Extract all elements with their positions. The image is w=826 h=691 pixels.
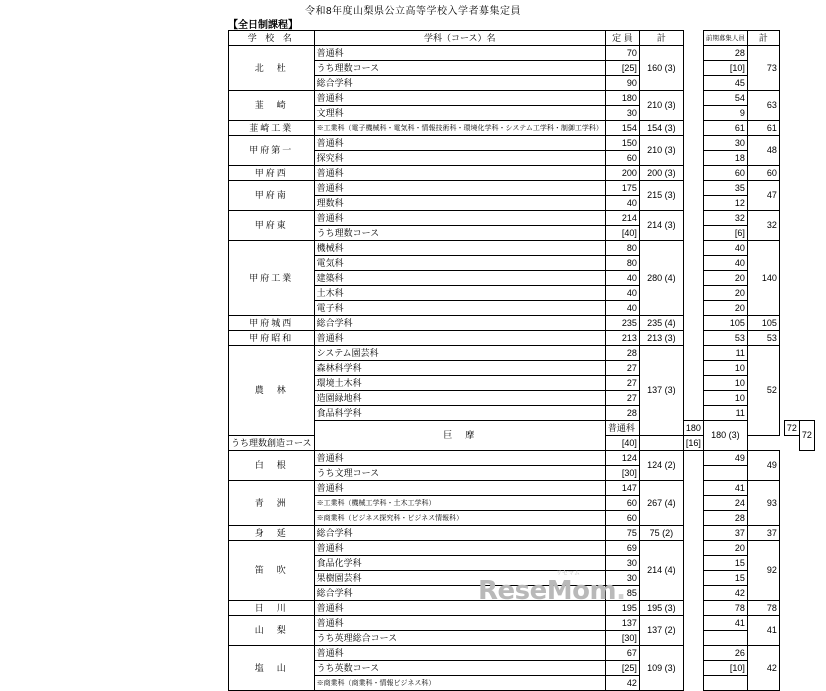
capacity-total-cell: 195 (3) [639,601,683,616]
course-name-cell: 普通科 [314,646,605,661]
early-admission-total-cell: 41 [747,616,779,646]
capacity-cell: 213 [605,331,639,346]
early-admission-total-cell: 72 [799,421,814,451]
capacity-total-cell: 180 (3) [703,421,747,451]
capacity-cell: 27 [605,376,639,391]
capacity-total-cell: 210 (3) [639,91,683,121]
capacity-total-cell: 75 (2) [639,526,683,541]
column-gap [683,166,703,181]
early-admission-cell: [10] [703,661,747,676]
column-gap [683,331,703,346]
capacity-cell: 180 [683,421,703,436]
course-name-cell: システム園芸科 [314,346,605,361]
course-name-cell: 環境土木科 [314,376,605,391]
early-admission-total-cell: 140 [747,241,779,316]
early-admission-cell: 78 [703,601,747,616]
table-row [229,241,815,256]
table-row [229,391,815,406]
capacity-cell: 30 [605,106,639,121]
table-row [229,421,815,436]
course-name-cell: 造園緑地科 [314,391,605,406]
early-admission-total-cell: 32 [747,211,779,241]
table-row [229,316,815,331]
course-name-cell: うち英理総合コース [314,631,605,646]
watermark-logo: ReseMom. [478,576,626,606]
capacity-total-cell: 124 (2) [639,451,683,481]
capacity-cell: 40 [605,271,639,286]
column-gap [683,571,703,586]
early-admission-cell: 32 [703,211,747,226]
capacity-cell: 27 [605,391,639,406]
column-gap [683,406,703,421]
table-row [229,556,815,571]
course-name-cell: 普通科 [314,451,605,466]
column-gap [683,616,703,631]
header-school: 学 校 名 [229,31,315,46]
early-admission-cell: 61 [703,121,747,136]
page-title: 令和8年度山梨県公立高等学校入学者募集定員 [304,6,522,17]
capacity-cell: [25] [605,61,639,76]
early-admission-cell: 45 [703,76,747,91]
column-gap [683,76,703,91]
table-row [229,361,815,376]
course-name-cell: ※商業科（ビジネス探究科・ビジネス情報科） [314,511,605,526]
school-name-cell: 巨 摩 [314,421,605,451]
course-name-cell: 総合学科 [314,316,605,331]
capacity-cell: 85 [605,586,639,601]
capacity-total-cell: 210 (3) [639,136,683,166]
capacity-total-cell: 137 (3) [639,346,683,436]
capacity-cell: 40 [605,301,639,316]
course-name-cell: 電気科 [314,256,605,271]
column-gap [639,436,683,451]
capacity-total-cell: 137 (2) [639,616,683,646]
school-name-cell: 甲府昭和 [229,331,315,346]
header-teiin: 定 員 [605,31,639,46]
table-row [229,676,815,691]
school-name-cell: 甲府西 [229,166,315,181]
capacity-cell: 150 [605,136,639,151]
capacity-cell: 80 [605,241,639,256]
capacity-total-cell: 213 (3) [639,331,683,346]
capacity-cell: 90 [605,76,639,91]
table-row [229,661,815,676]
header-total-2: 計 [747,31,779,46]
early-admission-cell [703,631,747,646]
early-admission-cell: 10 [703,391,747,406]
table-row [229,166,815,181]
capacity-cell: 70 [605,46,639,61]
column-gap [683,46,703,61]
early-admission-cell: 60 [703,166,747,181]
course-name-cell: ※工業科（機械工学科・土木工学科） [314,496,605,511]
column-gap [683,226,703,241]
early-admission-cell: 20 [703,271,747,286]
early-admission-total-cell: 37 [747,526,779,541]
early-admission-cell: [6] [703,226,747,241]
capacity-total-cell: 160 (3) [639,46,683,91]
early-admission-cell: 30 [703,136,747,151]
capacity-cell: 30 [605,571,639,586]
early-admission-cell: 105 [703,316,747,331]
table-row [229,346,815,361]
column-gap [683,91,703,106]
table-row [229,91,815,106]
capacity-total-cell: 214 (4) [639,541,683,601]
course-name-cell: 普通科 [314,46,605,61]
column-gap [683,556,703,571]
course-name-cell: 普通科 [605,421,639,436]
table-row [229,511,815,526]
early-admission-cell: 15 [703,556,747,571]
capacity-total-cell: 267 (4) [639,481,683,526]
capacity-cell: 28 [605,406,639,421]
early-admission-cell: 11 [703,406,747,421]
table-row [229,286,815,301]
capacity-cell: 147 [605,481,639,496]
early-admission-cell: 53 [703,331,747,346]
early-admission-cell [703,676,747,691]
table-row [229,616,815,631]
column-gap [683,496,703,511]
column-gap [683,136,703,151]
column-gap [683,391,703,406]
header-oubo: 前期募集人員 [703,31,747,46]
course-name-cell: 普通科 [314,616,605,631]
course-name-cell: 機械科 [314,241,605,256]
capacity-cell: 60 [605,496,639,511]
table-row [229,46,815,61]
table-row [229,451,815,466]
school-name-cell: 韮崎工業 [229,121,315,136]
column-gap [683,541,703,556]
course-name-cell: 普通科 [314,91,605,106]
column-gap [683,31,703,46]
early-admission-total-cell: 78 [747,601,779,616]
early-admission-cell: 10 [703,376,747,391]
early-admission-cell: 11 [703,346,747,361]
school-name-cell: 塩 山 [229,646,315,691]
early-admission-cell: 20 [703,301,747,316]
course-name-cell: 普通科 [314,166,605,181]
table-row [229,406,815,421]
early-admission-cell: 37 [703,526,747,541]
early-admission-cell: 28 [703,511,747,526]
capacity-cell: [30] [605,631,639,646]
course-name-cell: 電子科 [314,301,605,316]
capacity-cell: 60 [605,511,639,526]
table-row [229,301,815,316]
table-row [229,256,815,271]
table-row [229,481,815,496]
course-name-cell: うち英数コース [314,661,605,676]
column-gap [683,211,703,226]
table-header-row [229,31,815,46]
column-gap [683,256,703,271]
table-row [229,466,815,481]
early-admission-total-cell: 61 [747,121,779,136]
early-admission-cell: 10 [703,361,747,376]
capacity-cell: 235 [605,316,639,331]
column-gap [683,196,703,211]
column-gap [683,151,703,166]
school-name-cell: 甲府東 [229,211,315,241]
early-admission-cell: 41 [703,616,747,631]
table-row [229,106,815,121]
early-admission-total-cell: 53 [747,331,779,346]
school-name-cell: 青 洲 [229,481,315,526]
capacity-cell: 200 [605,166,639,181]
capacity-cell: 195 [605,601,639,616]
course-name-cell: 食品化学科 [314,556,605,571]
column-gap [683,61,703,76]
course-name-cell: 探究科 [314,151,605,166]
table-row [229,331,815,346]
early-admission-total-cell: 42 [747,646,779,691]
capacity-cell: 180 [605,91,639,106]
column-gap [683,181,703,196]
course-name-cell: 普通科 [314,136,605,151]
column-gap [683,361,703,376]
capacity-cell: 75 [605,526,639,541]
school-name-cell: 農 林 [229,346,315,436]
column-gap [683,676,703,691]
early-admission-cell: 12 [703,196,747,211]
early-admission-cell [703,466,747,481]
capacity-cell: 214 [605,211,639,226]
school-name-cell: 白 根 [229,451,315,481]
early-admission-total-cell: 73 [747,46,779,91]
early-admission-cell: 49 [703,451,747,466]
table-row [229,211,815,226]
capacity-cell: [25] [605,661,639,676]
table-row [229,646,815,661]
early-admission-cell: [10] [703,61,747,76]
capacity-cell: 137 [605,616,639,631]
course-name-cell: うち理数コース [314,61,605,76]
capacity-total-cell: 280 (4) [639,241,683,316]
school-name-cell: 甲府工業 [229,241,315,316]
table-row [229,181,815,196]
section-label: 【全日制課程】 [228,20,298,31]
capacity-cell: 154 [605,121,639,136]
course-name-cell: 普通科 [314,211,605,226]
column-gap [683,286,703,301]
capacity-cell: 69 [605,541,639,556]
table-row [229,151,815,166]
early-admission-cell: 20 [703,286,747,301]
column-gap [683,586,703,601]
course-name-cell: 建築科 [314,271,605,286]
capacity-cell: 27 [605,361,639,376]
column-gap [683,601,703,616]
early-admission-cell: 28 [703,46,747,61]
capacity-cell: 30 [605,556,639,571]
capacity-cell: 42 [605,676,639,691]
early-admission-total-cell: 105 [747,316,779,331]
course-name-cell: 総合学科 [314,526,605,541]
table-row [229,196,815,211]
course-name-cell: うち理数創造コース [229,436,315,451]
course-name-cell: 総合学科 [314,76,605,91]
header-course: 学科（コース）名 [314,31,605,46]
column-gap [683,121,703,136]
capacity-cell: 124 [605,451,639,466]
column-gap [683,646,703,661]
school-name-cell: 身 延 [229,526,315,541]
early-admission-cell: [16] [683,436,703,451]
course-name-cell: うち文理コース [314,466,605,481]
school-name-cell: 笛 吹 [229,541,315,601]
table-row [229,121,815,136]
capacity-total-cell: 154 (3) [639,121,683,136]
capacity-total-cell: 109 (3) [639,646,683,691]
course-name-cell: 普通科 [314,541,605,556]
early-admission-total-cell: 47 [747,181,779,211]
school-name-cell: 北 杜 [229,46,315,91]
table-row [229,136,815,151]
early-admission-total-cell: 60 [747,166,779,181]
early-admission-cell: 24 [703,496,747,511]
column-gap [683,346,703,361]
early-admission-total-cell: 48 [747,136,779,166]
column-gap [683,511,703,526]
school-name-cell: 山 梨 [229,616,315,646]
column-gap [683,271,703,286]
course-name-cell: 食品科学科 [314,406,605,421]
capacity-cell: 60 [605,151,639,166]
capacity-total-cell: 215 (3) [639,181,683,211]
header-total-1: 計 [639,31,683,46]
early-admission-cell: 9 [703,106,747,121]
column-gap [683,301,703,316]
course-name-cell: 普通科 [314,331,605,346]
capacity-cell: 67 [605,646,639,661]
column-gap [683,661,703,676]
table-row [229,76,815,91]
course-name-cell: 理数科 [314,196,605,211]
early-admission-cell: 40 [703,241,747,256]
table-row [229,61,815,76]
capacity-cell: [40] [605,436,639,451]
early-admission-cell: 41 [703,481,747,496]
capacity-cell: 80 [605,256,639,271]
table-row [229,226,815,241]
table-row [229,376,815,391]
course-name-cell: 森林科学科 [314,361,605,376]
capacity-cell: 175 [605,181,639,196]
early-admission-cell: 42 [703,586,747,601]
capacity-cell: 40 [605,286,639,301]
table-row [229,526,815,541]
watermark-subtext: リセマム [556,571,580,577]
column-gap [683,481,703,496]
capacity-total-cell: 214 (3) [639,211,683,241]
table-row [229,496,815,511]
column-gap [683,376,703,391]
table-row [229,541,815,556]
course-name-cell: ※工業科（電子機械科・電気科・情報技術科・環境化学科・システム工学科・制御工学科） [314,121,605,136]
school-name-cell: 甲府第一 [229,136,315,166]
column-gap [683,451,703,466]
school-name-cell: 甲府南 [229,181,315,211]
course-name-cell: 果樹園芸科 [314,571,605,586]
capacity-total-cell: 200 (3) [639,166,683,181]
school-name-cell: 韮 崎 [229,91,315,121]
early-admission-cell: 26 [703,646,747,661]
column-gap [683,316,703,331]
early-admission-total-cell: 52 [747,346,779,436]
early-admission-total-cell: 93 [747,481,779,526]
capacity-cell: 28 [605,346,639,361]
early-admission-cell: 15 [703,571,747,586]
course-name-cell: 普通科 [314,181,605,196]
early-admission-cell: 35 [703,181,747,196]
course-name-cell: 総合学科 [314,586,605,601]
column-gap [683,241,703,256]
early-admission-total-cell: 92 [747,541,779,601]
course-name-cell: ※商業科（商業科・情報ビジネス科） [314,676,605,691]
early-admission-cell: 54 [703,91,747,106]
early-admission-cell: 18 [703,151,747,166]
capacity-cell: 40 [605,196,639,211]
table-row [229,271,815,286]
early-admission-cell: 40 [703,256,747,271]
column-gap [683,106,703,121]
table-row [229,631,815,646]
course-name-cell: 普通科 [314,601,605,616]
course-name-cell: うち理数コース [314,226,605,241]
course-name-cell: 普通科 [314,481,605,496]
capacity-cell: [30] [605,466,639,481]
column-gap [683,466,703,481]
course-name-cell: 土木科 [314,286,605,301]
school-name-cell: 甲府城西 [229,316,315,331]
early-admission-total-cell: 49 [747,451,779,481]
column-gap [683,526,703,541]
course-name-cell: 文理科 [314,106,605,121]
early-admission-total-cell: 63 [747,91,779,121]
capacity-total-cell: 235 (4) [639,316,683,331]
capacity-cell: [40] [605,226,639,241]
early-admission-cell: 20 [703,541,747,556]
school-name-cell: 日 川 [229,601,315,616]
column-gap [683,631,703,646]
early-admission-cell: 72 [784,421,799,436]
